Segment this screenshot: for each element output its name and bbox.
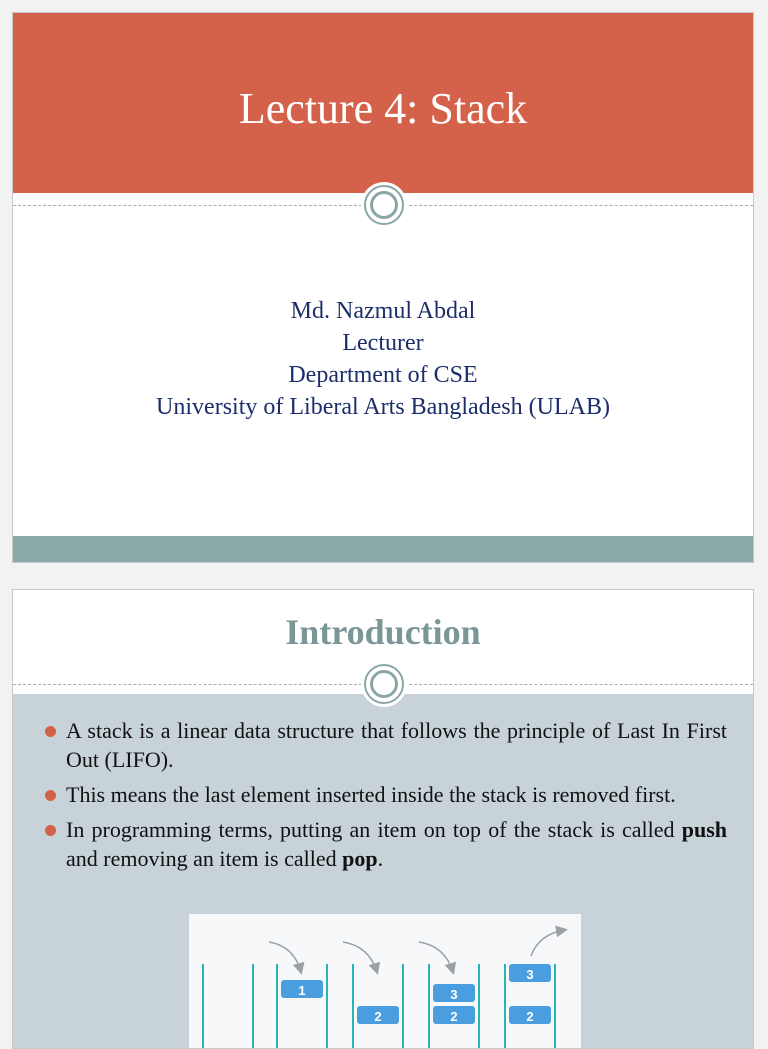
author-info — [13, 295, 753, 423]
push-arrow-icon — [419, 942, 453, 972]
introduction-slide — [12, 589, 754, 1049]
bullet-text-start: In programming terms, putting an item on top of the stack is called — [66, 817, 682, 842]
bullet-item — [43, 815, 727, 873]
bullet-dot-icon — [45, 726, 56, 737]
block-label: 2 — [526, 1009, 534, 1024]
bullet-list — [43, 716, 727, 879]
block-label: 1 — [298, 983, 306, 998]
push-arrow-icon — [343, 942, 377, 972]
bullet-dot-icon — [45, 825, 56, 836]
stack-diagram — [189, 914, 581, 1049]
bullet-text: A stack is a linear data structure that follows the principle of Last In First Out (LIFO). — [66, 718, 727, 772]
title-slide — [12, 12, 754, 563]
footer-band — [13, 536, 753, 562]
slide-heading: Introduction — [285, 612, 481, 652]
bullet-dot-icon — [45, 790, 56, 801]
pop-term: pop — [342, 846, 378, 871]
bullet-text-end: . — [377, 846, 384, 871]
bullet-text-middle: and removing an item is called — [66, 846, 343, 871]
pop-arrow-icon — [531, 930, 565, 956]
circle-ornament-icon — [364, 185, 404, 225]
author-name: Md. Nazmul Abdal — [290, 298, 476, 324]
block-label: 3 — [526, 967, 534, 982]
block-label: 2 — [450, 1009, 458, 1024]
block-label: 2 — [374, 1009, 382, 1024]
push-term: push — [681, 817, 727, 842]
author-position: Lecturer — [342, 330, 424, 356]
bullet-text: This means the last element inserted inside the stack is removed first. — [66, 782, 676, 807]
author-department: Department of CSE — [288, 362, 478, 388]
stack-blocks — [281, 964, 551, 1024]
bullet-item — [43, 716, 727, 774]
slide-title: Lecture 4: Stack — [238, 84, 528, 133]
push-arrow-icon — [269, 942, 301, 972]
block-label: 3 — [450, 987, 458, 1002]
circle-ornament-icon — [364, 664, 404, 704]
author-university: University of Liberal Arts Bangladesh (ULAB) — [156, 394, 610, 420]
bullet-item — [43, 780, 727, 809]
